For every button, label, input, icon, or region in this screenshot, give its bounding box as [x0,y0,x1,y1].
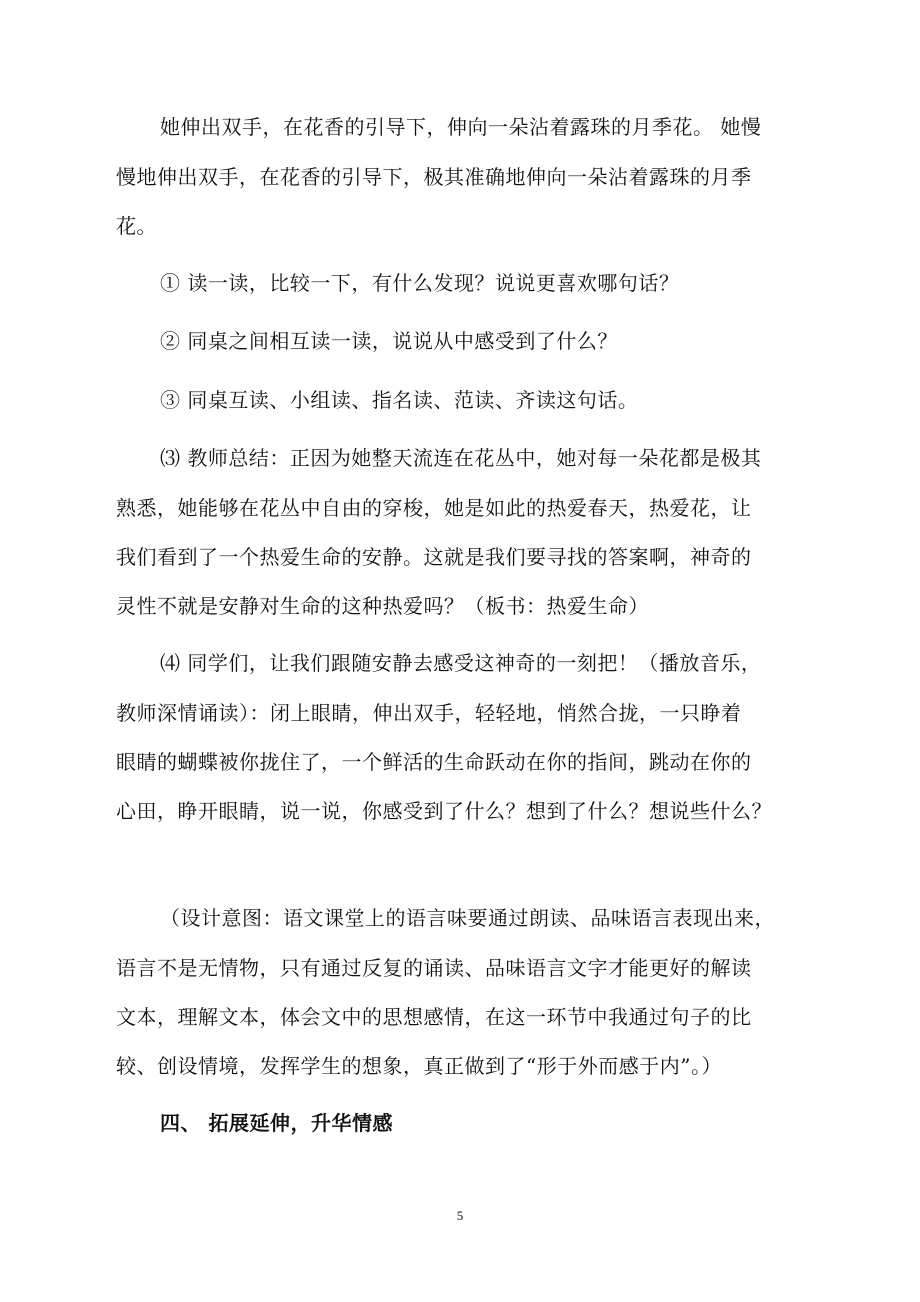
paragraph-4-line-4: 心田，睁开眼睛，说一说，你感受到了什么？想到了什么？想说些什么？ [116,799,772,823]
design-intent-line-3: 文本，理解文本，体会文中的思想感情，在这一环节中我通过句子的比 [116,1005,752,1029]
question-2: ② 同桌之间相互读一读，说说从中感受到了什么？ [160,329,618,353]
paragraph-4-line-1: ⑷ 同学们，让我们跟随安静去感受这神奇的一刻把！（播放音乐， [160,651,762,675]
question-1: ① 读一读，比较一下，有什么发现？说说更喜欢哪句话？ [160,271,680,295]
paragraph-3-line-3: 我们看到了一个热爱生命的安静。这就是我们要寻找的答案啊，神奇的 [116,545,752,569]
paragraph-3-line-4: 灵性不就是安静对生命的这种热爱吗？（板书：热爱生命） [116,594,649,618]
design-intent-line-1: （设计意图：语文课堂上的语言味要通过朗读、品味语言表现出来， [160,906,775,930]
paragraph-1-line-2: 慢地伸出双手，在花香的引导下，极其准确地伸向一朵沾着露珠的月季 [116,165,752,189]
design-intent-line-2: 语言不是无情物，只有通过反复的诵读、品味语言文字才能更好的解读 [116,956,752,980]
page-number: 5 [456,1208,464,1223]
question-3: ③ 同桌互读、小组读、指名读、范读、齐读这句话。 [160,388,639,412]
paragraph-3-line-1: ⑶ 教师总结：正因为她整天流连在花丛中，她对每一朵花都是极其 [160,446,762,470]
paragraph-1-line-3: 花。 [116,214,157,238]
paragraph-3-line-2: 熟悉，她能够在花丛中自由的穿梭，她是如此的热爱春天，热爱花，让 [116,496,752,520]
section-heading: 四、 拓展延伸，升华情感 [160,1111,393,1135]
paragraph-4-line-2: 教师深情诵读）：闭上眼睛，伸出双手，轻轻地，悄然合拢，一只睁着 [116,701,742,725]
paragraph-4-line-3: 眼睛的蝴蝶被你拢住了，一个鲜活的生命跃动在你的指间，跳动在你的 [116,750,752,774]
design-intent-line-4: 较、创设情境，发挥学生的想象，真正做到了“形于外而感于内”。） [116,1054,722,1078]
paragraph-1-line-1: 她伸出双手，在花香的引导下，伸向一朵沾着露珠的月季花。 她慢 [160,115,762,139]
